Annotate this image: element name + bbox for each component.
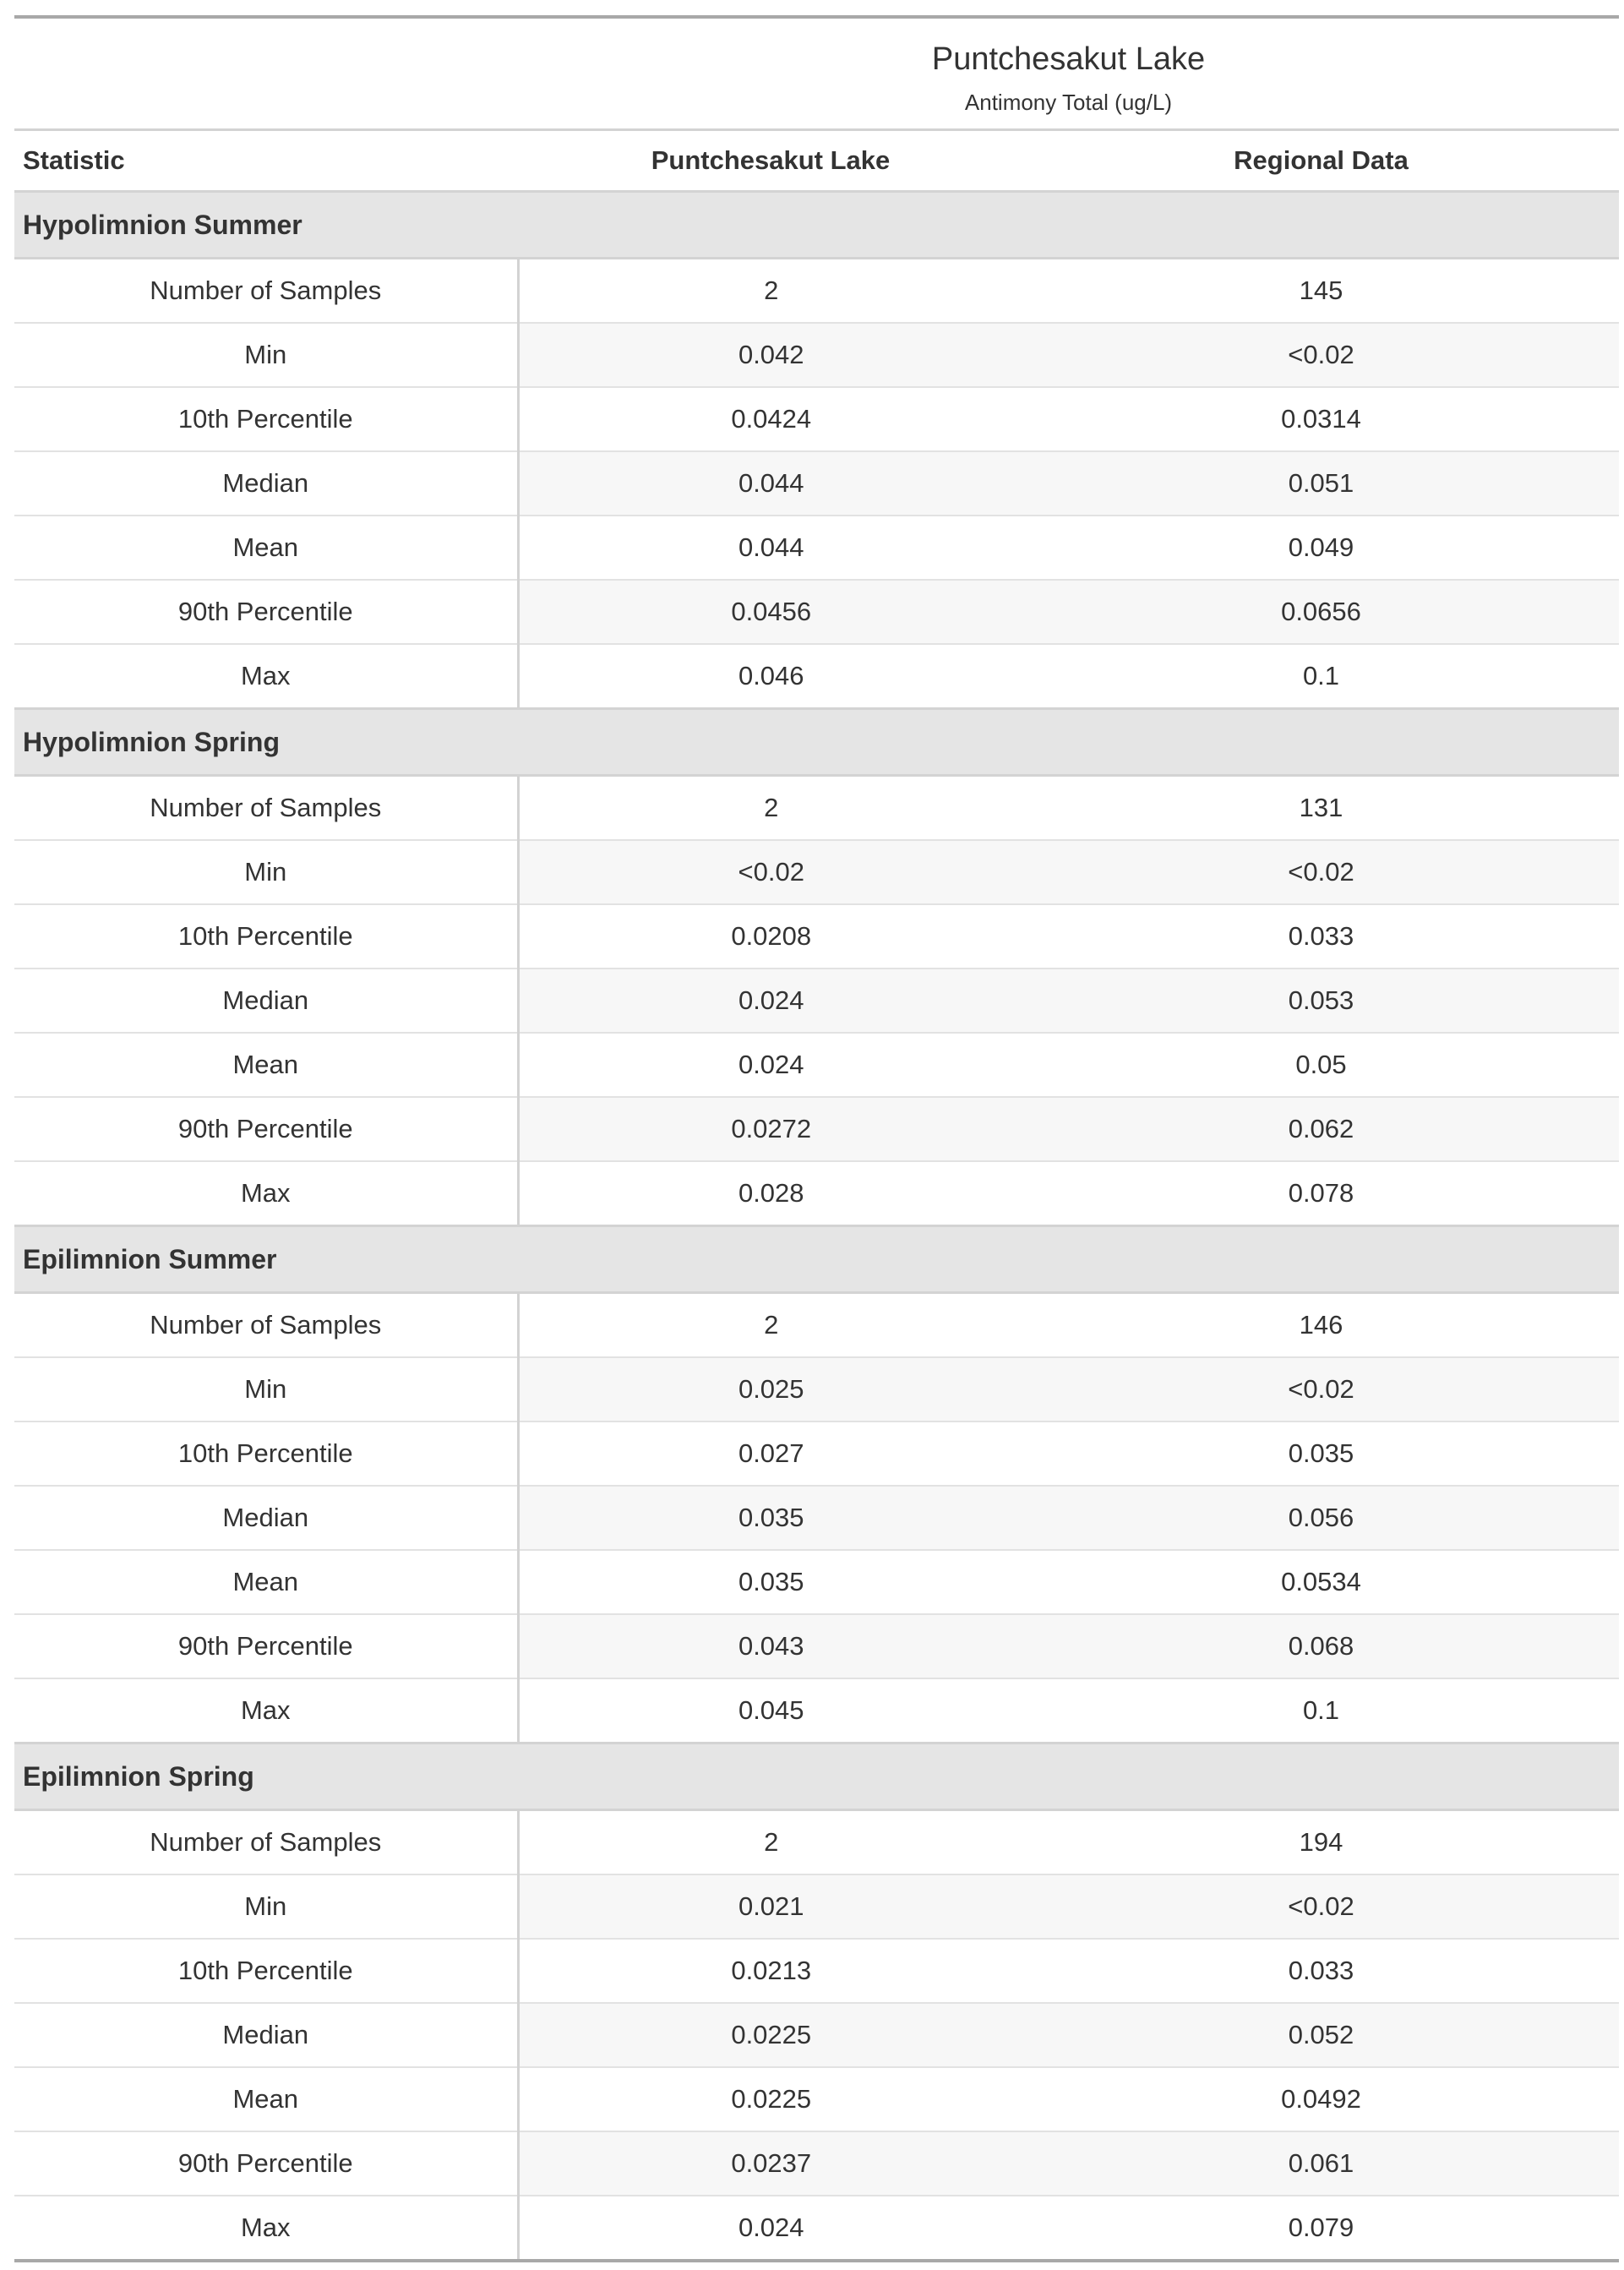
table-row xyxy=(14,904,1619,969)
table-row xyxy=(14,1161,1619,1226)
column-header-lake: Puntchesakut Lake xyxy=(518,130,1023,192)
group-row xyxy=(14,1743,1619,1810)
lake-value-cell: 0.043 xyxy=(518,1614,1023,1678)
regional-value-cell: 0.062 xyxy=(1023,1097,1619,1161)
statistic-cell: 10th Percentile xyxy=(14,1939,518,2003)
lake-value-cell: 0.044 xyxy=(518,451,1023,516)
regional-value-cell: 0.05 xyxy=(1023,1033,1619,1097)
lake-value-cell: 0.0424 xyxy=(518,387,1023,451)
regional-value-cell: 0.079 xyxy=(1023,2196,1619,2261)
lake-value-cell: 0.0237 xyxy=(518,2131,1023,2196)
lake-value-cell: 0.0208 xyxy=(518,904,1023,969)
regional-value-cell: 0.0656 xyxy=(1023,580,1619,644)
lake-value-cell: 2 xyxy=(518,1293,1023,1358)
statistic-cell: Min xyxy=(14,1874,518,1939)
statistic-cell: Mean xyxy=(14,516,518,580)
statistic-cell: Number of Samples xyxy=(14,259,518,324)
statistic-cell: Number of Samples xyxy=(14,1810,518,1875)
column-header-statistic: Statistic xyxy=(14,130,518,192)
lake-value-cell: 0.0272 xyxy=(518,1097,1023,1161)
regional-value-cell: 0.1 xyxy=(1023,644,1619,709)
regional-value-cell: 0.056 xyxy=(1023,1486,1619,1550)
table-row xyxy=(14,1097,1619,1161)
group-row xyxy=(14,192,1619,259)
regional-value-cell: 0.1 xyxy=(1023,1678,1619,1743)
table-row xyxy=(14,323,1619,387)
column-header-regional: Regional Data xyxy=(1023,130,1619,192)
regional-value-cell: 194 xyxy=(1023,1810,1619,1875)
group-label: Hypolimnion Spring xyxy=(14,709,1619,776)
lake-value-cell: 0.027 xyxy=(518,1421,1023,1486)
statistic-cell: Mean xyxy=(14,1550,518,1614)
regional-value-cell: 0.068 xyxy=(1023,1614,1619,1678)
title-row xyxy=(14,17,1619,85)
regional-value-cell: 0.0534 xyxy=(1023,1550,1619,1614)
statistic-cell: Median xyxy=(14,451,518,516)
stats-table xyxy=(14,15,1619,2262)
table-row xyxy=(14,1293,1619,1358)
regional-value-cell: 0.053 xyxy=(1023,969,1619,1033)
table-row xyxy=(14,1421,1619,1486)
lake-value-cell: 0.0225 xyxy=(518,2067,1023,2131)
regional-value-cell: 0.035 xyxy=(1023,1421,1619,1486)
statistic-cell: Number of Samples xyxy=(14,1293,518,1358)
lake-value-cell: 0.024 xyxy=(518,2196,1023,2261)
lake-value-cell: 0.045 xyxy=(518,1678,1023,1743)
regional-value-cell: 0.049 xyxy=(1023,516,1619,580)
table-row xyxy=(14,1033,1619,1097)
group-row xyxy=(14,709,1619,776)
statistic-cell: 90th Percentile xyxy=(14,580,518,644)
regional-value-cell: 0.033 xyxy=(1023,904,1619,969)
table-row xyxy=(14,580,1619,644)
group-label: Epilimnion Spring xyxy=(14,1743,1619,1810)
lake-value-cell: 0.028 xyxy=(518,1161,1023,1226)
stats-table-container xyxy=(14,15,1619,2262)
regional-value-cell: 0.051 xyxy=(1023,451,1619,516)
statistic-cell: 10th Percentile xyxy=(14,387,518,451)
table-header xyxy=(14,17,1619,192)
table-row xyxy=(14,1550,1619,1614)
lake-value-cell: 0.0456 xyxy=(518,580,1023,644)
regional-value-cell: 0.033 xyxy=(1023,1939,1619,2003)
statistic-cell: 90th Percentile xyxy=(14,2131,518,2196)
table-row xyxy=(14,2196,1619,2261)
group-label: Hypolimnion Summer xyxy=(14,192,1619,259)
lake-value-cell: 0.0225 xyxy=(518,2003,1023,2067)
regional-value-cell: <0.02 xyxy=(1023,323,1619,387)
lake-value-cell: 0.0213 xyxy=(518,1939,1023,2003)
lake-value-cell: 0.021 xyxy=(518,1874,1023,1939)
statistic-cell: 10th Percentile xyxy=(14,1421,518,1486)
statistic-cell: Mean xyxy=(14,1033,518,1097)
statistic-cell: Max xyxy=(14,2196,518,2261)
regional-value-cell: 0.0492 xyxy=(1023,2067,1619,2131)
table-row xyxy=(14,1486,1619,1550)
table-row xyxy=(14,1357,1619,1421)
regional-value-cell: 0.078 xyxy=(1023,1161,1619,1226)
table-row xyxy=(14,644,1619,709)
table-row xyxy=(14,2003,1619,2067)
regional-value-cell: 0.0314 xyxy=(1023,387,1619,451)
statistic-cell: Min xyxy=(14,1357,518,1421)
lake-value-cell: 0.024 xyxy=(518,1033,1023,1097)
lake-value-cell: 0.044 xyxy=(518,516,1023,580)
regional-value-cell: 0.061 xyxy=(1023,2131,1619,2196)
lake-value-cell: 0.035 xyxy=(518,1550,1023,1614)
table-body xyxy=(14,192,1619,2262)
regional-value-cell: 145 xyxy=(1023,259,1619,324)
table-row xyxy=(14,1810,1619,1875)
table-row xyxy=(14,2067,1619,2131)
table-row xyxy=(14,840,1619,904)
lake-value-cell: 0.024 xyxy=(518,969,1023,1033)
statistic-cell: Min xyxy=(14,840,518,904)
regional-value-cell: 0.052 xyxy=(1023,2003,1619,2067)
regional-value-cell: 131 xyxy=(1023,776,1619,841)
statistic-cell: Max xyxy=(14,644,518,709)
table-title: Puntchesakut Lake xyxy=(931,41,1206,77)
table-row xyxy=(14,1939,1619,2003)
regional-value-cell: 146 xyxy=(1023,1293,1619,1358)
regional-value-cell: <0.02 xyxy=(1023,1357,1619,1421)
statistic-cell: Mean xyxy=(14,2067,518,2131)
lake-value-cell: 0.042 xyxy=(518,323,1023,387)
statistic-cell: Median xyxy=(14,969,518,1033)
lake-value-cell: 0.035 xyxy=(518,1486,1023,1550)
regional-value-cell: <0.02 xyxy=(1023,1874,1619,1939)
statistic-cell: Median xyxy=(14,2003,518,2067)
statistic-cell: Number of Samples xyxy=(14,776,518,841)
lake-value-cell: 2 xyxy=(518,1810,1023,1875)
table-row xyxy=(14,516,1619,580)
regional-value-cell: <0.02 xyxy=(1023,840,1619,904)
table-row xyxy=(14,2131,1619,2196)
table-subtitle: Antimony Total (ug/L) xyxy=(964,90,1173,115)
table-row xyxy=(14,1678,1619,1743)
table-row xyxy=(14,1874,1619,1939)
table-row xyxy=(14,451,1619,516)
statistic-cell: 10th Percentile xyxy=(14,904,518,969)
lake-value-cell: 0.046 xyxy=(518,644,1023,709)
table-row xyxy=(14,969,1619,1033)
table-row xyxy=(14,387,1619,451)
table-row xyxy=(14,776,1619,841)
lake-value-cell: 0.025 xyxy=(518,1357,1023,1421)
lake-value-cell: <0.02 xyxy=(518,840,1023,904)
group-row xyxy=(14,1226,1619,1293)
table-row xyxy=(14,259,1619,324)
statistic-cell: Max xyxy=(14,1161,518,1226)
group-label: Epilimnion Summer xyxy=(14,1226,1619,1293)
subtitle-row xyxy=(14,85,1619,130)
statistic-cell: Median xyxy=(14,1486,518,1550)
table-row xyxy=(14,1614,1619,1678)
statistic-cell: Max xyxy=(14,1678,518,1743)
column-header-row xyxy=(14,130,1619,192)
statistic-cell: 90th Percentile xyxy=(14,1614,518,1678)
lake-value-cell: 2 xyxy=(518,259,1023,324)
statistic-cell: 90th Percentile xyxy=(14,1097,518,1161)
lake-value-cell: 2 xyxy=(518,776,1023,841)
statistic-cell: Min xyxy=(14,323,518,387)
